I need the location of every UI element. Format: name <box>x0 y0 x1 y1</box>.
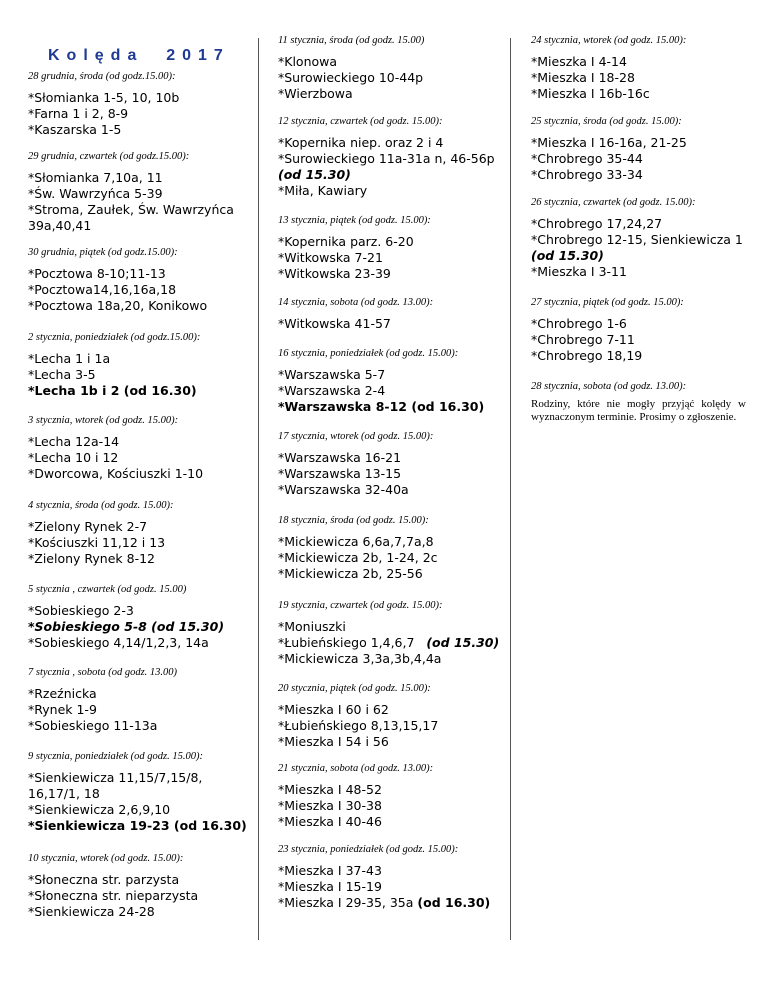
street-entry: *Witkowska 23-39 <box>278 266 391 281</box>
street-entry: *Mickiewicza 2b, 1-24, 2c <box>278 550 438 565</box>
time-note: (od 15.30) <box>426 635 500 650</box>
day-header: 3 stycznia, wtorek (od godz. 15.00): <box>28 415 179 426</box>
schedule-day <box>28 750 253 834</box>
schedule-day <box>28 331 253 399</box>
notice-text: Rodziny, które nie mogły przyjąć kolędy w wyznaczonym terminie. Prosimy o zgłoszenie. <box>531 398 746 423</box>
day-header: 16 stycznia, poniedziałek (od godz. 15.00): <box>278 348 459 359</box>
street-entry: *Mickiewicza 2b, 25-56 <box>278 566 423 581</box>
time-note: (od 16.30) <box>417 895 491 910</box>
street-entry: *Chrobrego 17,24,27 <box>531 216 663 231</box>
street-entry: *Rzeźnicka <box>28 686 97 701</box>
street-entry: *Rynek 1-9 <box>28 702 97 717</box>
schedule-day <box>278 214 506 282</box>
street-entry: *Zielony Rynek 8-12 <box>28 551 155 566</box>
schedule-day <box>531 34 746 102</box>
street-entry: *Zielony Rynek 2-7 <box>28 519 148 534</box>
day-header: 28 stycznia, sobota (od godz. 13.00): <box>531 381 687 392</box>
street-entry: *Sienkiewicza 19-23 (od 16.30) <box>28 818 247 833</box>
day-header: 24 stycznia, wtorek (od godz. 15.00): <box>531 35 687 46</box>
schedule-day <box>278 514 506 582</box>
street-entry: *Wierzbowa <box>278 86 353 101</box>
street-entry: (od 15.30) <box>278 167 351 182</box>
schedule-day <box>28 583 253 651</box>
street-entry: *Mickiewicza 6,6a,7,7a,8 <box>278 534 434 549</box>
schedule-day <box>28 414 253 482</box>
street-entry: *Chrobrego 35-44 <box>531 151 643 166</box>
day-header: 17 stycznia, wtorek (od godz. 15.00): <box>278 431 434 442</box>
street-entry: *Kościuszki 11,12 i 13 <box>28 535 166 550</box>
day-header: 9 stycznia, poniedziałek (od godz. 15.00): <box>28 751 203 762</box>
schedule-day <box>278 347 506 415</box>
street-entry: *Św. Wawrzyńca 5-39 <box>28 186 163 201</box>
street-entry: *Lecha 10 i 12 <box>28 450 119 465</box>
schedule-day <box>278 762 506 830</box>
street-entry: *Warszawska 13-15 <box>278 466 402 481</box>
street-entry: *Mieszka I 16-16a, 21-25 <box>531 135 687 150</box>
day-header: 26 stycznia, czwartek (od godz. 15.00): <box>531 197 696 208</box>
street-entry: (od 15.30) <box>531 248 604 263</box>
schedule-day <box>28 150 253 234</box>
street-entry: *Mieszka I 30-38 <box>278 798 382 813</box>
street-entry: *Witkowska 7-21 <box>278 250 383 265</box>
street-entry: *Chrobrego 7-11 <box>531 332 635 347</box>
street-entry: *Słoneczna str. nieparzysta <box>28 888 199 903</box>
street-entry: *Mieszka I 60 i 62 <box>278 702 389 717</box>
day-header: 20 stycznia, piątek (od godz. 15.00): <box>278 683 431 694</box>
street-entry: *Miła, Kawiary <box>278 183 368 198</box>
street-entry: *Kaszarska 1-5 <box>28 122 122 137</box>
column-divider-right <box>510 38 511 940</box>
day-header: 30 grudnia, piątek (od godz.15.00): <box>28 247 178 258</box>
street-entry: *Mieszka I 3-11 <box>531 264 627 279</box>
street-entry: *Surowieckiego 11a-31a n, 46-56p <box>278 151 495 166</box>
street-entry: *Sienkiewicza 2,6,9,10 <box>28 802 171 817</box>
street-entry: *Mieszka I 54 i 56 <box>278 734 389 749</box>
street-entry: *Dworcowa, Kościuszki 1-10 <box>28 466 204 481</box>
street-entry: *Słomianka 1-5, 10, 10b <box>28 90 180 105</box>
street-entry <box>278 635 506 651</box>
street-entry: *Moniuszki <box>278 619 346 634</box>
street-entry: *Sienkiewicza 11,15/7,15/8, 16,17/1, 18 <box>28 770 207 801</box>
day-header: 4 stycznia, środa (od godz. 15.00): <box>28 500 174 511</box>
street-entry: *Warszawska 5-7 <box>278 367 386 382</box>
street-entry: *Mickiewicza 3,3a,3b,4,4a <box>278 651 442 666</box>
street-entry: *Farna 1 i 2, 8-9 <box>28 106 129 121</box>
schedule-day <box>28 499 253 567</box>
day-header: 18 stycznia, środa (od godz. 15.00): <box>278 515 429 526</box>
street-entry: *Lecha 3-5 <box>28 367 96 382</box>
street-entry: *Lecha 12a-14 <box>28 434 120 449</box>
schedule-day <box>28 246 253 314</box>
street-entry: *Kopernika niep. oraz 2 i 4 <box>278 135 444 150</box>
day-header: 29 grudnia, czwartek (od godz.15.00): <box>28 151 190 162</box>
schedule-day <box>531 380 746 424</box>
street-entry: *Pocztowa14,16,16a,18 <box>28 282 177 297</box>
day-header: 13 stycznia, piątek (od godz. 15.00): <box>278 215 431 226</box>
day-header: 14 stycznia, sobota (od godz. 13.00): <box>278 297 434 308</box>
day-header: 11 stycznia, środa (od godz. 15.00) <box>278 35 425 46</box>
day-header: 27 stycznia, piątek (od godz. 15.00): <box>531 297 684 308</box>
street-entry: *Słoneczna str. parzysta <box>28 872 180 887</box>
schedule-day <box>278 682 506 750</box>
street-entry-text: *Mieszka I 29-35, 35a <box>278 895 418 910</box>
street-entry: *Mieszka I 40-46 <box>278 814 382 829</box>
street-entry: *Stroma, Zaułek, Św. Wawrzyńca 39a,40,41 <box>28 202 238 233</box>
street-entry: *Sobieskiego 11-13a <box>28 718 158 733</box>
street-entry: *Pocztowa 18a,20, Konikowo <box>28 298 208 313</box>
schedule-day <box>278 296 506 332</box>
street-entry: *Mieszka I 48-52 <box>278 782 382 797</box>
schedule-day <box>531 296 746 364</box>
day-header: 2 stycznia, poniedziałek (od godz.15.00): <box>28 332 201 343</box>
schedule-day <box>278 430 506 498</box>
schedule-day <box>531 115 746 183</box>
schedule-day <box>278 34 506 102</box>
street-entry: *Warszawska 16-21 <box>278 450 402 465</box>
street-entry: *Pocztowa 8-10;11-13 <box>28 266 166 281</box>
street-entry: *Warszawska 8-12 (od 16.30) <box>278 399 485 414</box>
schedule-day <box>28 852 253 920</box>
street-entry: *Kopernika parz. 6-20 <box>278 234 414 249</box>
day-header: 12 stycznia, czwartek (od godz. 15.00): <box>278 116 443 127</box>
page-title: Kolęda 2017 <box>48 47 230 64</box>
street-entry: *Sienkiewicza 24-28 <box>28 904 155 919</box>
street-entry: *Łubieńskiego 8,13,15,17 <box>278 718 439 733</box>
day-header: 28 grudnia, środa (od godz.15.00): <box>28 71 176 82</box>
street-entry: *Mieszka I 37-43 <box>278 863 382 878</box>
day-header: 10 stycznia, wtorek (od godz. 15.00): <box>28 853 184 864</box>
day-header: 5 stycznia , czwartek (od godz. 15.00) <box>28 584 187 595</box>
street-entry: *Sobieskiego 5-8 (od 15.30) <box>28 619 225 634</box>
schedule-day <box>28 666 253 734</box>
street-entry: *Warszawska 32-40a <box>278 482 409 497</box>
day-header: 19 stycznia, czwartek (od godz. 15.00): <box>278 600 443 611</box>
schedule-day <box>278 115 506 199</box>
street-entry: *Klonowa <box>278 54 338 69</box>
schedule-day <box>278 843 506 911</box>
street-entry-text: *Łubieńskiego 1,4,6,7 <box>278 635 427 650</box>
day-header: 7 stycznia , sobota (od godz. 13.00) <box>28 667 178 678</box>
street-entry: *Chrobrego 33-34 <box>531 167 643 182</box>
street-entry: *Lecha 1 i 1a <box>28 351 111 366</box>
street-entry: *Chrobrego 18,19 <box>531 348 643 363</box>
schedule-day <box>28 70 253 138</box>
day-header: 21 stycznia, sobota (od godz. 13.00): <box>278 763 434 774</box>
street-entry: *Chrobrego 12-15, Sienkiewicza 1 <box>531 232 743 247</box>
schedule-day <box>531 196 746 280</box>
street-entry: *Surowieckiego 10-44p <box>278 70 424 85</box>
column-divider-left <box>258 38 259 940</box>
day-header: 25 stycznia, środa (od godz. 15.00): <box>531 116 682 127</box>
street-entry: *Sobieskiego 2-3 <box>28 603 134 618</box>
street-entry: *Mieszka I 15-19 <box>278 879 382 894</box>
street-entry: *Mieszka I 18-28 <box>531 70 635 85</box>
day-header: 23 stycznia, poniedziałek (od godz. 15.00): <box>278 844 459 855</box>
street-entry <box>278 895 506 911</box>
schedule-day <box>278 599 506 667</box>
street-entry: *Lecha 1b i 2 (od 16.30) <box>28 383 197 398</box>
street-entry: *Mieszka I 16b-16c <box>531 86 650 101</box>
street-entry: *Warszawska 2-4 <box>278 383 386 398</box>
street-entry: *Mieszka I 4-14 <box>531 54 627 69</box>
street-entry: *Chrobrego 1-6 <box>531 316 627 331</box>
street-entry: *Witkowska 41-57 <box>278 316 391 331</box>
street-entry: *Słomianka 7,10a, 11 <box>28 170 163 185</box>
street-entry: *Sobieskiego 4,14/1,2,3, 14a <box>28 635 209 650</box>
